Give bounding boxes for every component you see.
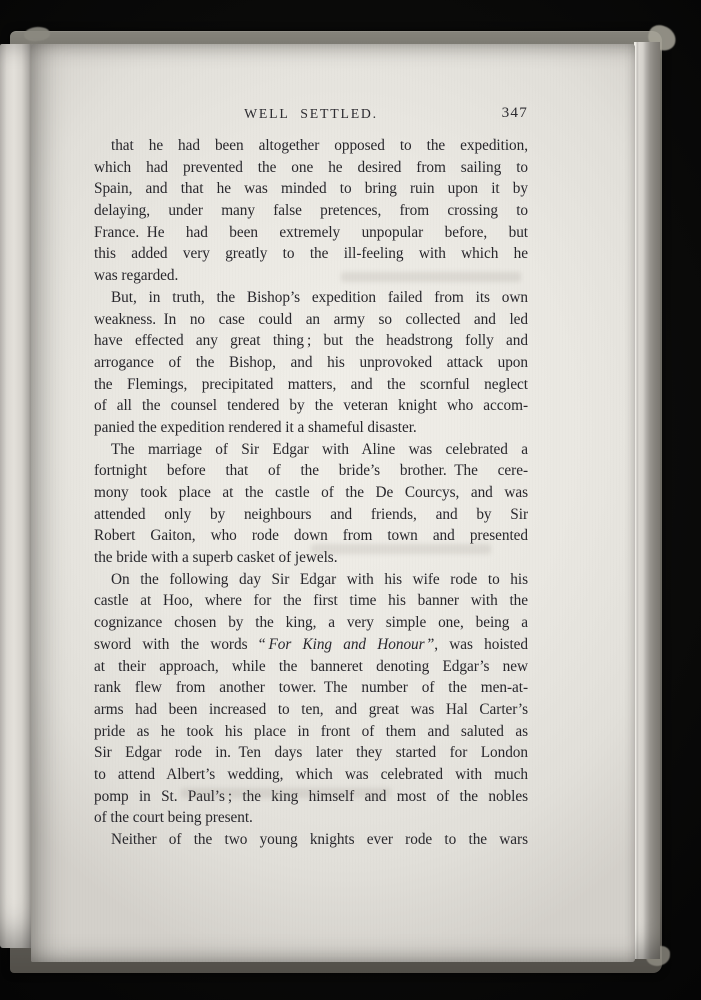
text-line: was regarded. [94,267,179,285]
running-title: WELL SETTLED. [244,106,378,121]
ink-bleed-through [341,272,521,282]
text-line: Sir Edgar rode in. Ten days later they started for London [94,744,528,762]
text-line: of the court being present. [94,809,253,827]
page-block-edge-right [634,42,660,959]
page-number: 347 [501,104,528,121]
page-body-text [94,135,528,851]
text-line: panied the expedition rendered it a shameful disaster. [94,418,417,436]
text-line: Robert Gaiton, who rode down from town and presented [94,527,528,545]
text-line: The marriage of Sir Edgar with Aline was celebrated a [111,440,528,458]
text-line: delaying, under many false pretences, from crossing to [94,202,528,220]
text-line: pride as he took his place in front of them and saluted as [94,722,528,740]
text-line: pomp in St. Paul’s ; the king himself and most of the nobles [94,787,528,805]
text-line: rank flew from another tower. The number of the men-at- [94,679,528,697]
page-stack-edge-left [0,44,31,948]
text-line: attended only by neighbours and friends, and by Sir [94,505,528,523]
text-line: cognizance chosen by the king, a very simple one, being a [94,614,528,632]
text-line: Neither of the two young knights ever rode to the wars [111,831,528,848]
text-line: arms had been increased to ten, and great was Hal Carter’s [94,700,528,718]
text-line: have effected any great thing ; but the headstrong folly and [94,332,528,350]
ink-bleed-through [181,788,391,798]
text-line: fortnight before that of the bride’s brother. The cere- [94,462,528,480]
text-line: Spain, and that he was minded to bring ruin upon it by [94,180,528,198]
text-line: On the following day Sir Edgar with his wife rode to his [111,570,528,588]
text-line: which had prevented the one he desired from sailing to [94,158,528,176]
text-line: castle at Hoo, where for the first time his banner with the [94,592,528,610]
text-line: that he had been altogether opposed to the expedition, [111,137,528,154]
text-line: arrogance of the Bishop, and his unprovoked attack upon [94,353,528,371]
text-line: this added very greatly to the ill-feeling with which he [94,245,528,263]
text-line: at their approach, while the banneret denoting Edgar’s new [94,657,528,675]
text-line: the bride with a superb casket of jewels. [94,549,338,567]
text-line: the Flemings, precipitated matters, and the scornful neglect [94,375,528,393]
text-line: sword with the words “ For King and Honour ”, was hoisted [94,635,528,653]
text-line: mony took place at the castle of the De Courcys, and was [94,484,528,501]
text-line: France. He had been extremely unpopular before, but [94,223,528,241]
text-line: weakness. In no case could an army so collected and led [94,310,528,328]
text-line: to attend Albert’s wedding, which was celebrated with much [94,765,528,783]
book-page [31,44,635,962]
text-line: of all the counsel tendered by the veteran knight who accom- [94,397,528,415]
ink-bleed-through [311,544,491,554]
text-line: But, in truth, the Bishop’s expedition failed from its own [111,288,528,306]
page-header [94,104,528,124]
